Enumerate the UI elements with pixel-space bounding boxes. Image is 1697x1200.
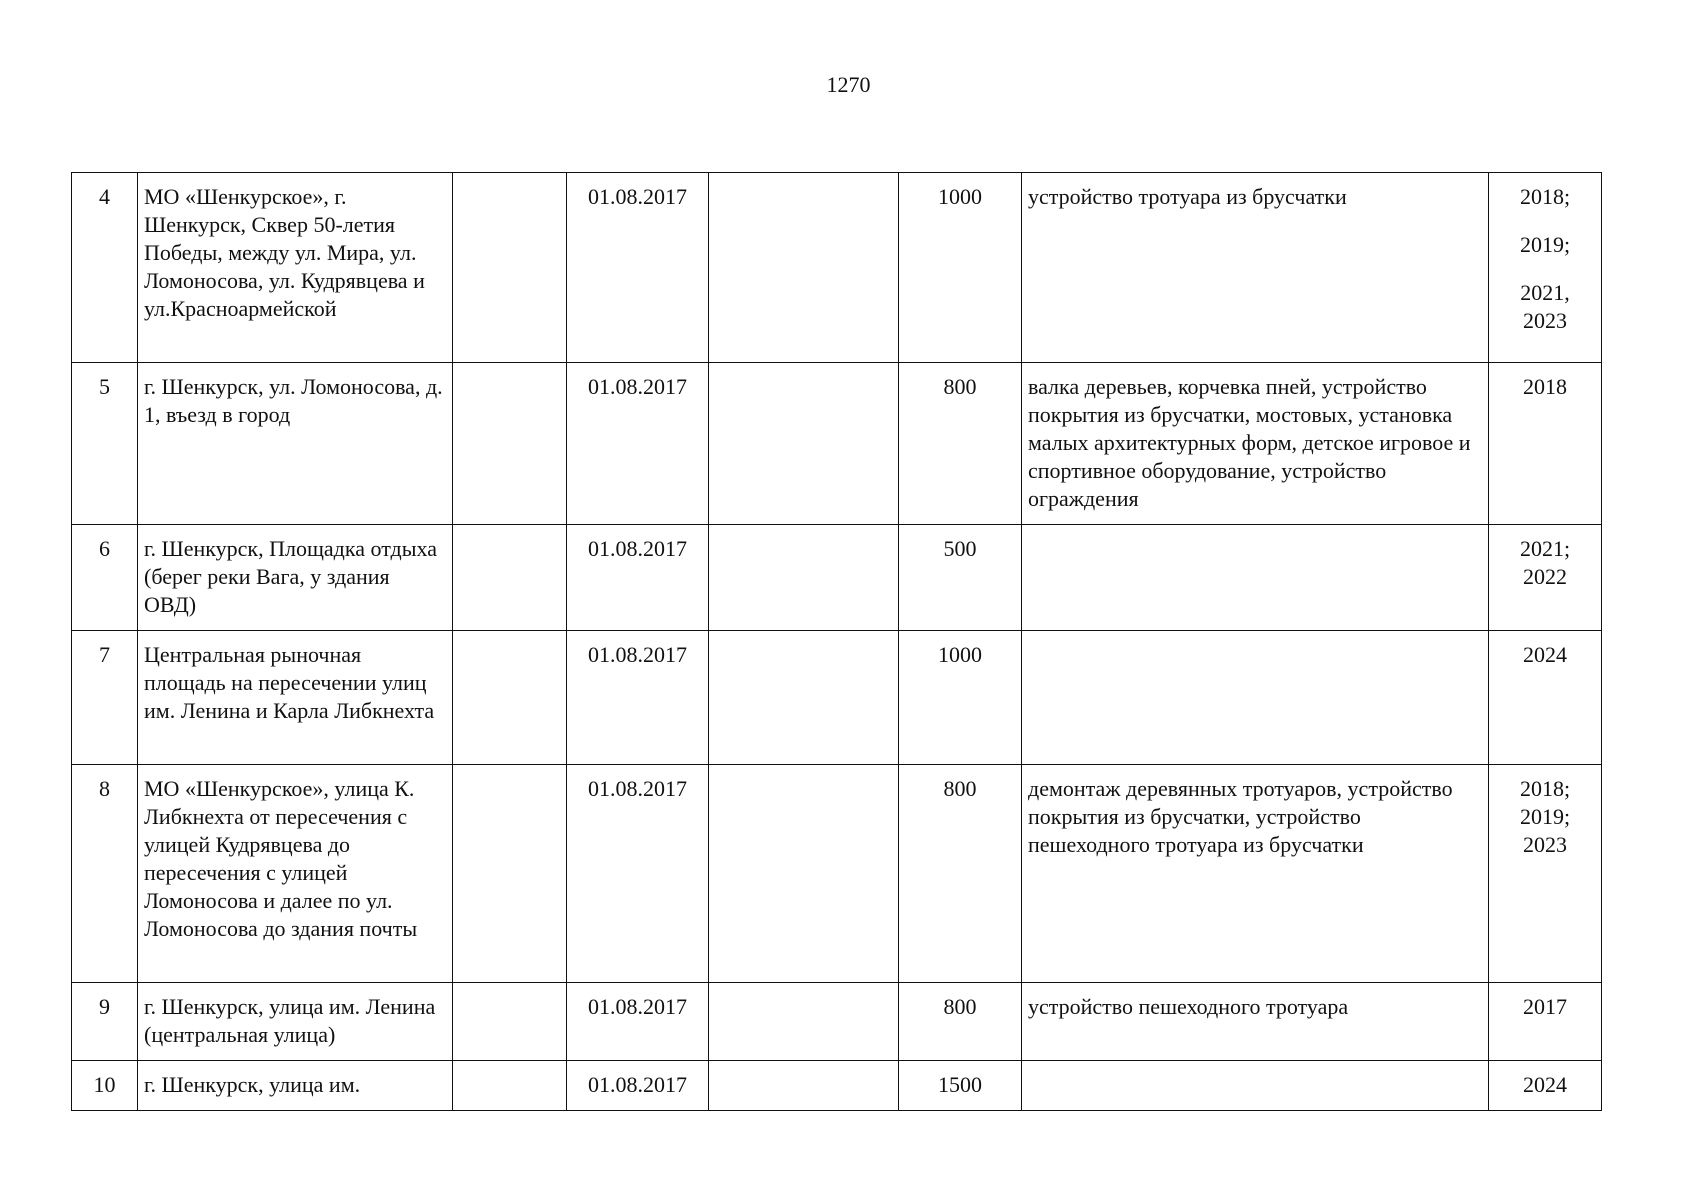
date-cell: 01.08.2017 bbox=[567, 983, 709, 1061]
row-number: 8 bbox=[72, 765, 138, 983]
year-entry: 2018; bbox=[1519, 776, 1571, 801]
empty-cell bbox=[453, 631, 567, 765]
works-cell: демонтаж деревянных тротуаров, устройство покрытия из брусчатки, устройство пешеходного тротуара из брусчатки bbox=[1022, 765, 1489, 983]
empty-cell bbox=[709, 765, 899, 983]
year-entry: 2018; bbox=[1519, 184, 1571, 209]
table-row bbox=[72, 765, 1602, 983]
area-cell: 800 bbox=[899, 765, 1022, 983]
address-cell: г. Шенкурск, улица им. bbox=[138, 1061, 453, 1111]
address-cell: г. Шенкурск, ул. Ломоносова, д. 1, въезд в город bbox=[138, 363, 453, 525]
works-cell: устройство тротуара из брусчатки bbox=[1022, 173, 1489, 363]
date-cell: 01.08.2017 bbox=[567, 1061, 709, 1111]
empty-cell bbox=[453, 983, 567, 1061]
year-entry: 2019; bbox=[1519, 232, 1571, 257]
area-cell: 500 bbox=[899, 525, 1022, 631]
address-cell: Центральная рыночная площадь на пересечении улиц им. Ленина и Карла Либкнехта bbox=[138, 631, 453, 765]
table-row bbox=[72, 173, 1602, 363]
years-cell bbox=[1489, 983, 1602, 1061]
row-number: 9 bbox=[72, 983, 138, 1061]
address-cell: МО «Шенкурское», г. Шенкурск, Сквер 50-летия Победы, между ул. Мира, ул. Ломоносова, ул. Кудрявцева и ул.Красноармейской bbox=[138, 173, 453, 363]
area-cell: 1000 bbox=[899, 173, 1022, 363]
years-cell bbox=[1489, 363, 1602, 525]
row-number: 4 bbox=[72, 173, 138, 363]
area-cell: 800 bbox=[899, 363, 1022, 525]
table-row bbox=[72, 983, 1602, 1061]
works-cell bbox=[1022, 525, 1489, 631]
year-entry: 2022 bbox=[1523, 564, 1567, 589]
empty-cell bbox=[709, 173, 899, 363]
empty-cell bbox=[453, 525, 567, 631]
empty-cell bbox=[709, 1061, 899, 1111]
table-row bbox=[72, 631, 1602, 765]
table-row bbox=[72, 525, 1602, 631]
years-cell bbox=[1489, 525, 1602, 631]
years-cell bbox=[1489, 765, 1602, 983]
empty-cell bbox=[453, 363, 567, 525]
date-cell: 01.08.2017 bbox=[567, 631, 709, 765]
year-entry: 2021; bbox=[1519, 536, 1571, 561]
empty-cell bbox=[709, 631, 899, 765]
table-row bbox=[72, 1061, 1602, 1111]
works-cell: устройство пешеходного тротуара bbox=[1022, 983, 1489, 1061]
area-cell: 1000 bbox=[899, 631, 1022, 765]
row-number: 6 bbox=[72, 525, 138, 631]
date-cell: 01.08.2017 bbox=[567, 173, 709, 363]
date-cell: 01.08.2017 bbox=[567, 525, 709, 631]
area-cell: 1500 bbox=[899, 1061, 1022, 1111]
years-cell bbox=[1489, 173, 1602, 363]
works-cell bbox=[1022, 1061, 1489, 1111]
row-number: 7 bbox=[72, 631, 138, 765]
registry-table bbox=[71, 172, 1602, 1111]
years-cell bbox=[1489, 1061, 1602, 1111]
empty-cell bbox=[453, 173, 567, 363]
year-entry: 2024 bbox=[1523, 1072, 1567, 1097]
works-cell bbox=[1022, 631, 1489, 765]
address-cell: МО «Шенкурское», улица К. Либкнехта от пересечения с улицей Кудрявцева до пересечения с улицей Ломоносова и далее по ул. Ломоносова до здания почты bbox=[138, 765, 453, 983]
page-number: 1270 bbox=[826, 72, 871, 97]
date-cell: 01.08.2017 bbox=[567, 765, 709, 983]
works-cell: валка деревьев, корчевка пней, устройство покрытия из брусчатки, мостовых, установка малых архитектурных форм, детское игровое и спортивное оборудование, устройство ограждения bbox=[1022, 363, 1489, 525]
row-number: 5 bbox=[72, 363, 138, 525]
empty-cell bbox=[709, 525, 899, 631]
date-cell: 01.08.2017 bbox=[567, 363, 709, 525]
year-entry: 2019; bbox=[1519, 804, 1571, 829]
year-entry: 2018 bbox=[1523, 374, 1567, 399]
years-cell bbox=[1489, 631, 1602, 765]
empty-cell bbox=[453, 1061, 567, 1111]
year-entry: 2021, 2023 bbox=[1520, 280, 1570, 333]
empty-cell bbox=[709, 363, 899, 525]
row-number: 10 bbox=[72, 1061, 138, 1111]
table-row bbox=[72, 363, 1602, 525]
year-entry: 2017 bbox=[1523, 994, 1567, 1019]
address-cell: г. Шенкурск, Площадка отдыха (берег реки Вага, у здания ОВД) bbox=[138, 525, 453, 631]
empty-cell bbox=[709, 983, 899, 1061]
year-entry: 2023 bbox=[1523, 832, 1567, 857]
year-entry: 2024 bbox=[1523, 642, 1567, 667]
empty-cell bbox=[453, 765, 567, 983]
address-cell: г. Шенкурск, улица им. Ленина (центральная улица) bbox=[138, 983, 453, 1061]
area-cell: 800 bbox=[899, 983, 1022, 1061]
